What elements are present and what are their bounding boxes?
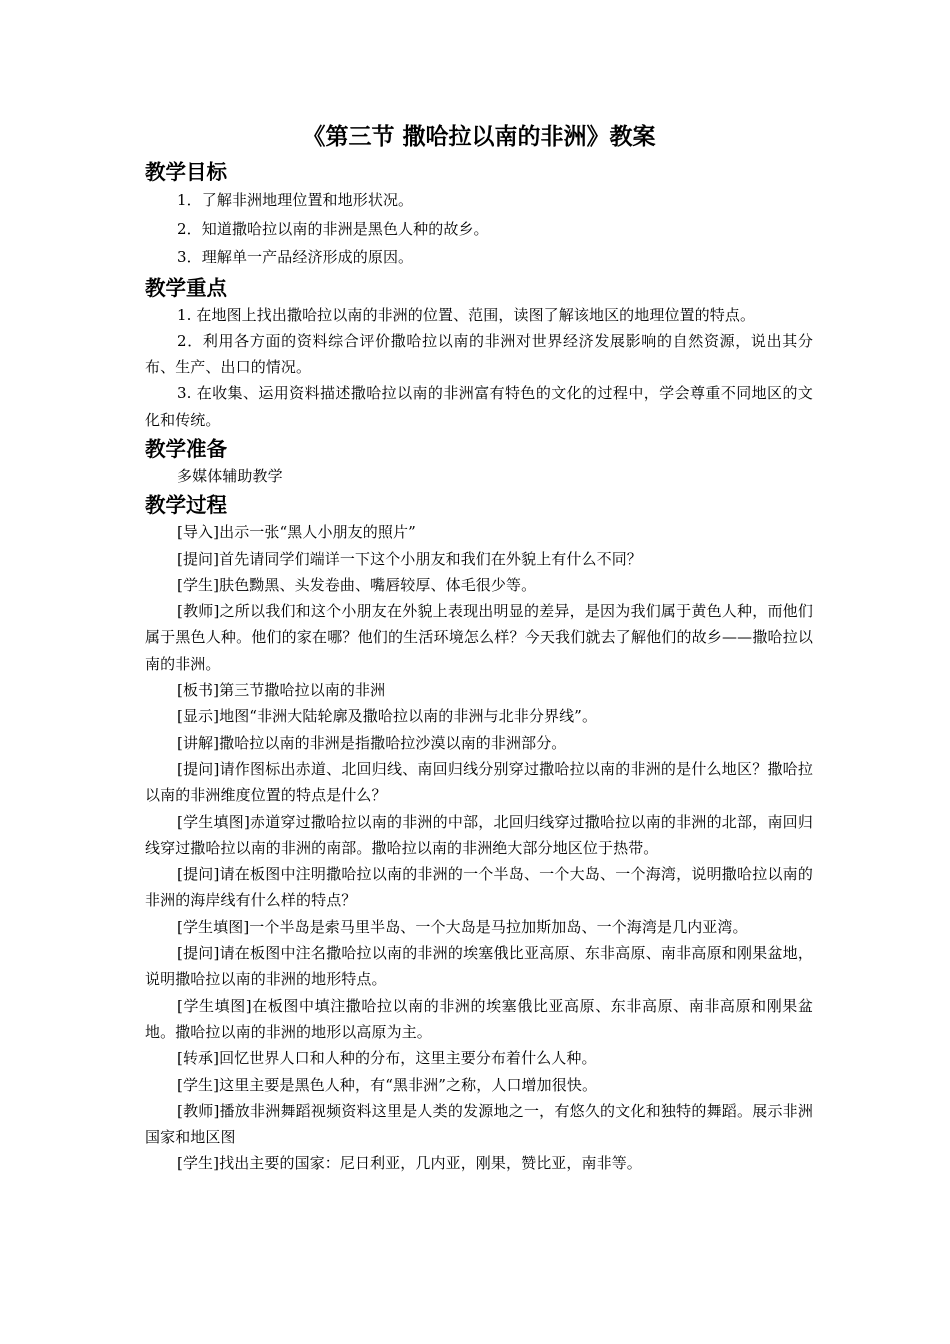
section-heading-goals: 教学目标 bbox=[145, 160, 227, 184]
document-title: 《第三节 撒哈拉以南的非洲》教案 bbox=[302, 124, 656, 150]
key-point-item: 3. 在收集、运用资料描述撒哈拉以南的非洲富有特色的文化的过程中，学会尊重不同地区的文化和传统。 bbox=[145, 384, 813, 429]
process-item: [学生填图]一个半岛是索马里半岛、一个大岛是马拉加斯加岛、一个海湾是几内亚湾。 bbox=[177, 917, 748, 936]
section-goals bbox=[145, 158, 813, 272]
goal-item: 2．知道撒哈拉以南的非洲是黑色人种的故乡。 bbox=[177, 219, 489, 238]
key-point-item: 1. 在地图上找出撒哈拉以南的非洲的位置、范围，读图了解该地区的地理位置的特点。 bbox=[177, 305, 756, 324]
section-preparation bbox=[145, 435, 813, 489]
goal-item: 3．理解单一产品经济形成的原因。 bbox=[177, 248, 414, 266]
goals-list bbox=[145, 186, 813, 272]
process-item: [转承]回忆世界人口和人种的分布，这里主要分布着什么人种。 bbox=[177, 1049, 597, 1068]
process-item: [学生]找出主要的国家：尼日利亚，几内亚，刚果，赞比亚，南非等。 bbox=[177, 1154, 642, 1173]
process-item: [导入]出示一张“黑人小朋友的照片” bbox=[177, 523, 416, 542]
preparation-item: 多媒体辅助教学 bbox=[177, 466, 283, 485]
process-item: [学生]这里主要是黑色人种，有“黑非洲”之称，人口增加很快。 bbox=[177, 1075, 598, 1094]
process-item: [学生填图]赤道穿过撒哈拉以南的非洲的中部，北回归线穿过撒哈拉以南的非洲的北部，南回归线穿过撒哈拉以南的非洲的南部。撒哈拉以南的非洲绝大部分地区位于热带。 bbox=[145, 812, 813, 857]
process-item: [学生填图]在板图中填注撒哈拉以南的非洲的埃塞俄比亚高原、东非高原、南非高原和刚果盆地。撒哈拉以南的非洲的地形以高原为主。 bbox=[145, 996, 813, 1041]
process-item: [提问]请作图标出赤道、北回归线、南回归线分别穿过撒哈拉以南的非洲的是什么地区？撒哈拉以南的非洲维度位置的特点是什么？ bbox=[145, 759, 813, 805]
section-key-points bbox=[145, 274, 813, 433]
process-item: [讲解]撒哈拉以南的非洲是指撒哈拉沙漠以南的非洲部分。 bbox=[177, 733, 567, 752]
goal-item: 1．了解非洲地理位置和地形状况。 bbox=[177, 191, 414, 209]
process-item: [显示]地图“非洲大陆轮廓及撒哈拉以南的非洲与北非分界线”。 bbox=[177, 707, 598, 726]
process-item: [板书]第三节撒哈拉以南的非洲 bbox=[177, 681, 386, 700]
process-item: [教师]之所以我们和这个小朋友在外貌上表现出明显的差异，是因为我们属于黄色人种，而他们属于黑色人种。他们的家在哪？他们的生活环境怎么样？今天我们就去了解他们的故乡——撒哈拉以南的非洲。 bbox=[145, 602, 813, 673]
section-heading-preparation: 教学准备 bbox=[145, 436, 227, 461]
section-heading-key-points: 教学重点 bbox=[145, 275, 227, 300]
key-point-item: 2．利用各方面的资料综合评价撒哈拉以南的非洲对世界经济发展影响的自然资源，说出其分布、生产、出口的情况。 bbox=[145, 331, 813, 377]
section-heading-process: 教学过程 bbox=[145, 493, 227, 518]
process-item: [提问]首先请同学们端详一下这个小朋友和我们在外貌上有什么不同？ bbox=[177, 549, 642, 568]
process-item: [提问]请在板图中注名撒哈拉以南的非洲的埃塞俄比亚高原、东非高原、南非高原和刚果盆地，说明撒哈拉以南的非洲的地形特点。 bbox=[145, 944, 813, 989]
process-item: [提问]请在板图中注明撒哈拉以南的非洲的一个半岛、一个大岛、一个海湾，说明撒哈拉以南的非洲的海岸线有什么样的特点？ bbox=[145, 865, 813, 910]
document-body bbox=[145, 120, 813, 1177]
process-item: [学生]肤色黝黑、头发卷曲、嘴唇较厚、体毛很少等。 bbox=[177, 575, 537, 594]
section-process bbox=[145, 491, 813, 1176]
process-item: [教师]播放非洲舞蹈视频资料这里是人类的发源地之一，有悠久的文化和独特的舞蹈。展示非洲国家和地区图 bbox=[145, 1101, 813, 1147]
